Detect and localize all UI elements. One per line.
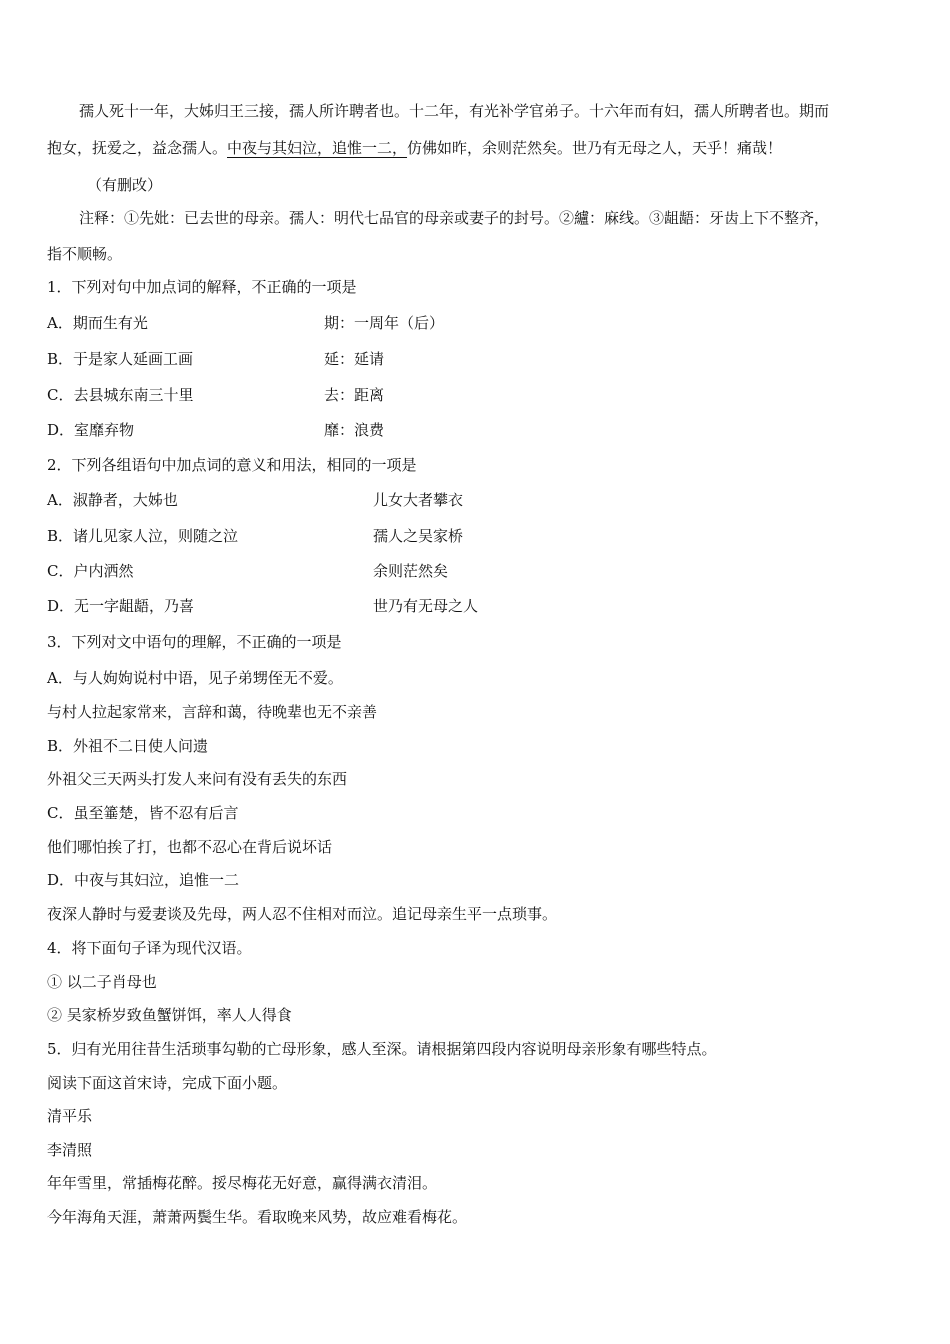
question-2-stem: 2．下列各组语句中加点词的意义和用法，相同的一项是 [47, 456, 417, 474]
option-text: A．期而生有光 [47, 314, 148, 332]
option-left: A．淑静者，大姊也 [47, 491, 178, 509]
question-3-stem: 3．下列对文中语句的理解，不正确的一项是 [47, 633, 342, 651]
poem-title: 清平乐 [47, 1107, 93, 1125]
option-text: C．去县城东南三十里 [47, 386, 194, 404]
q2-option-a [47, 490, 464, 510]
question-5-stem: 5．归有光用往昔生活琐事勾勒的亡母形象，感人至深。请根据第四段内容说明母亲形象有哪些特点。 [47, 1040, 717, 1058]
q3-option-b: B．外祖不二日使人问遗 [47, 737, 209, 755]
option-left: C．户内洒然 [47, 562, 134, 580]
option-right: 儿女大者攀衣 [373, 491, 464, 509]
option-left: B．诸儿见家人泣，则随之泣 [47, 527, 239, 545]
option-explanation: 去：距离 [324, 386, 385, 404]
underlined-sentence: 中夜与其妇泣，追惟一二， [227, 139, 408, 157]
poem-intro: 阅读下面这首宋诗，完成下面小题。 [47, 1074, 288, 1092]
question-1-stem: 1．下列对句中加点词的解释，不正确的一项是 [47, 278, 357, 296]
poem-line-2: 今年海角天涯，萧萧两鬓生华。看取晚来风势，故应难看梅花。 [47, 1208, 468, 1226]
source-note: （有删改） [87, 176, 163, 194]
q4-item-1: ① 以二子肖母也 [47, 973, 157, 991]
poem-line-1: 年年雪里，常插梅花醉。挼尽梅花无好意，赢得满衣清泪。 [47, 1174, 438, 1192]
q3-option-c-translation: 他们哪怕挨了打，也都不忍心在背后说坏话 [47, 838, 333, 856]
q3-option-b-translation: 外祖父三天两头打发人来问有没有丢失的东西 [47, 770, 348, 788]
q3-option-d: D．中夜与其妇泣，追惟一二 [47, 871, 240, 889]
notes-line-2: 指不顺畅。 [47, 245, 123, 263]
q2-option-d [47, 596, 479, 616]
q1-option-d [47, 420, 385, 440]
q1-option-a [47, 313, 445, 333]
option-right: 孺人之吴家桥 [373, 527, 464, 545]
passage-text: 仿佛如昨，余则茫然矣。世乃有无母之人，天乎！痛哉！ [407, 139, 783, 157]
q1-option-b [47, 349, 385, 369]
q2-option-c [47, 561, 449, 581]
passage-line-2 [47, 138, 782, 158]
q1-option-c [47, 385, 385, 405]
option-right: 世乃有无母之人 [373, 597, 479, 615]
option-left: D．无一字龃龉，乃喜 [47, 597, 195, 615]
q3-option-a: A．与人姁姁说村中语，见子弟甥侄无不爱。 [47, 669, 343, 687]
option-text: D．室靡弃物 [47, 421, 135, 439]
q3-option-d-translation: 夜深人静时与爱妻谈及先母，两人忍不住相对而泣。追记母亲生平一点琐事。 [47, 905, 558, 923]
option-right: 余则茫然矣 [373, 562, 449, 580]
q2-option-b [47, 526, 464, 546]
option-explanation: 期：一周年（后） [324, 314, 445, 332]
option-explanation: 延：延请 [324, 350, 385, 368]
poem-author: 李清照 [47, 1141, 93, 1159]
notes-line-1: 注释：①先妣：已去世的母亲。孺人：明代七品官的母亲或妻子的封号。②纑：麻线。③龃龉：牙齿上下不整齐， [79, 209, 830, 227]
q4-item-2: ② 吴家桥岁致鱼蟹饼饵，率人人得食 [47, 1006, 292, 1024]
q3-option-a-translation: 与村人拉起家常来，言辞和蔼，待晚辈也无不亲善 [47, 703, 378, 721]
passage-line-1: 孺人死十一年，大姊归王三接，孺人所许聘者也。十二年，有光补学官弟子。十六年而有妇，孺人所聘者也。期而 [79, 102, 830, 120]
option-explanation: 靡：浪费 [324, 421, 385, 439]
passage-text: 抱女，抚爱之，益念孺人。 [47, 139, 228, 157]
option-text: B．于是家人延画工画 [47, 350, 194, 368]
question-4-stem: 4．将下面句子译为现代汉语。 [47, 939, 252, 957]
q3-option-c: C．虽至箠楚，皆不忍有后言 [47, 804, 239, 822]
